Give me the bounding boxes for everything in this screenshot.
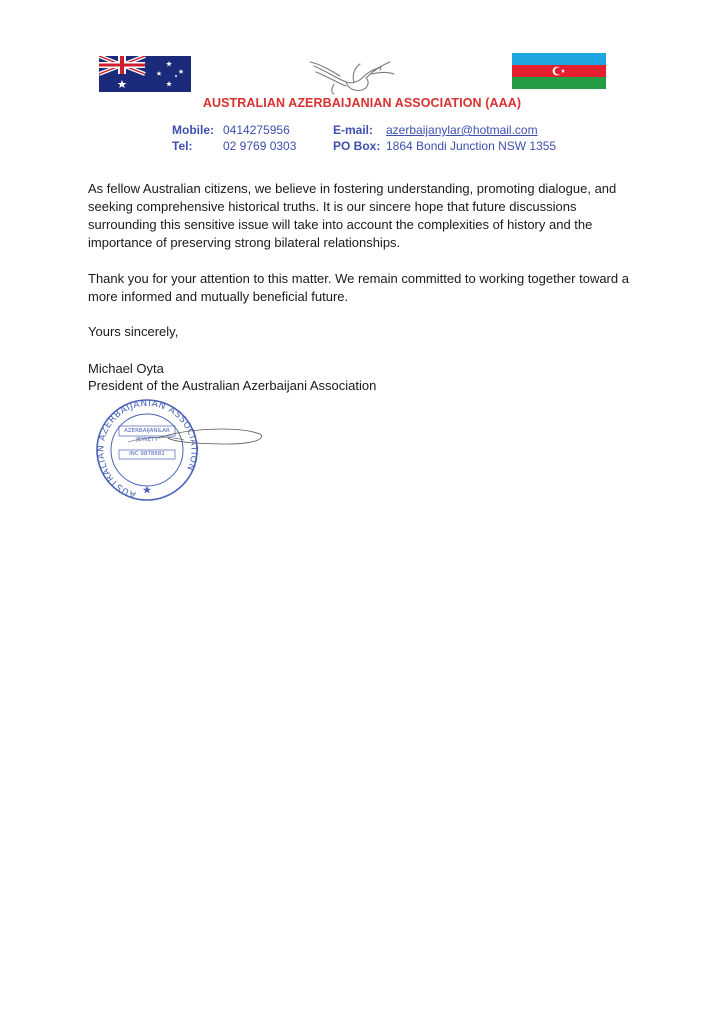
pobox-label: PO Box: (333, 139, 381, 153)
australia-flag-icon (99, 56, 191, 92)
organization-name: AUSTRALIAN AZERBAIJANIAN ASSOCIATION (AAA) (202, 96, 522, 110)
email-label: E-mail: (333, 123, 374, 137)
email-link[interactable]: azerbaijanylar@hotmail.com (386, 123, 538, 137)
stamp-line-3: INC 9878682 (129, 451, 165, 457)
pobox-address: 1864 Bondi Junction NSW 1355 (386, 139, 557, 153)
contact-phone-block (172, 122, 296, 154)
mobile-number: 0414275956 (223, 123, 290, 137)
signatory-title: President of the Australian Azerbaijani Association (88, 378, 377, 393)
tel-number: 02 9769 0303 (223, 139, 297, 153)
stamp-ring-text: AUSTRALIAN AZERBAIJANIAN ASSOCIATION (96, 398, 199, 500)
stamp-line-2: JEMIETY (136, 437, 158, 443)
signatory-name: Michael Oyta (88, 361, 164, 376)
tel-label: Tel: (172, 139, 193, 153)
stamp-line-1: AZERBAIJANILAR (124, 428, 170, 434)
body-paragraph-1: As fellow Australian citizens, we believe in fostering understanding, promoting dialogue, and seeking comprehensive historical truths. It is our sincere hope that future discussions surrounding this sensitive issue will take into account the complexities of history and the importance of preserving strong bilateral relationships. (88, 181, 617, 250)
body-paragraph-2: Thank you for your attention to this matter. We remain committed to working together toward a more informed and mutually beneficial future. (88, 271, 629, 304)
mobile-label: Mobile: (172, 123, 214, 137)
contact-address-block (333, 122, 556, 154)
association-stamp (88, 398, 268, 502)
dove-logo-icon (306, 52, 398, 96)
closing-salutation: Yours sincerely, (88, 324, 179, 339)
azerbaijan-flag-icon (512, 53, 606, 89)
